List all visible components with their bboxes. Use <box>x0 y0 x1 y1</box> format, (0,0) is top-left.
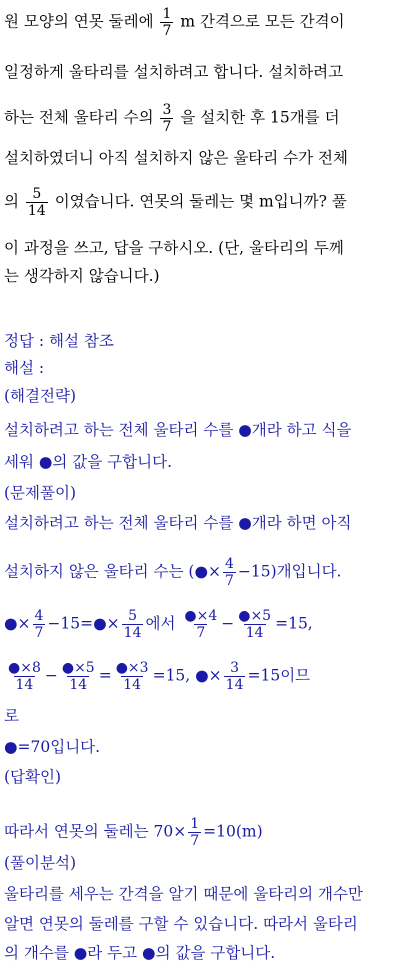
analysis-line-2: 알면 연못의 둘레를 구할 수 있습니다. 따라서 울타리 <box>4 915 358 933</box>
math-text: 따라서 연못의 둘레는 70× <box>4 822 187 841</box>
equation-line-2 <box>4 660 310 693</box>
fraction: $\frac{●\times 8}{14}$ <box>8 660 41 693</box>
problem-line-3 <box>4 102 340 135</box>
strategy-line-2: 세워 ●의 값을 구합니다. <box>4 453 172 471</box>
fraction: $\frac{●\times 3}{14}$ <box>115 660 149 693</box>
equation-line-1 <box>4 608 313 641</box>
fraction: $\frac{1}{7}$ <box>190 816 200 849</box>
math-text: =15이므 <box>247 666 311 685</box>
solving-line-1: 설치하려고 하는 전체 울타리 수를 ●개라 하면 아직 <box>4 514 352 532</box>
problem-line-1 <box>4 6 345 39</box>
equation-line-4: ●=70입니다. <box>4 738 101 756</box>
math-text: ●× <box>4 614 31 633</box>
explanation-label: 해설 : <box>4 359 45 377</box>
problem-line-6: 이 과정을 쓰고, 답을 구하시오. (단, 울타리의 두께 <box>4 239 344 257</box>
fraction: $\frac{●\times 5}{14}$ <box>238 608 272 641</box>
problem-line-5 <box>4 186 347 219</box>
problem-text: 을 설치한 후 15개를 더 <box>180 108 340 127</box>
heading-strategy: (해결전략) <box>4 387 76 405</box>
problem-text: m 간격으로 모든 간격이 <box>180 12 345 31</box>
strategy-line-1: 설치하려고 하는 전체 울타리 수를 ●개라 하고 식을 <box>4 421 352 439</box>
math-text: 에서 <box>145 614 176 633</box>
math-text: 설치하지 않은 울타리 수는 (●× <box>4 562 221 581</box>
fraction: $\frac{5}{14}$ <box>27 186 46 219</box>
math-text: =15, <box>275 614 313 633</box>
problem-line-2: 일정하게 울타리를 설치하려고 합니다. 설치하려고 <box>4 63 344 81</box>
fraction: $\frac{●\times 5}{14}$ <box>61 660 95 693</box>
solving-line-2 <box>4 556 341 589</box>
math-text: − <box>44 666 58 685</box>
fraction: $\frac{●\times 4}{7}$ <box>184 608 218 641</box>
equation-line-3: 로 <box>4 707 19 725</box>
heading-solving: (문제풀이) <box>4 484 76 502</box>
math-text: = <box>98 666 112 685</box>
problem-text: 하는 전체 울타리 수의 <box>4 108 154 127</box>
analysis-line-1: 울타리를 세우는 간격을 알기 때문에 울타리의 개수만 <box>4 885 363 903</box>
problem-text: 의 <box>4 192 19 211</box>
math-text: −15)개입니다. <box>237 562 342 581</box>
fraction: $\frac{4}{7}$ <box>34 608 44 641</box>
problem-line-7: 는 생각하지 않습니다.) <box>4 267 160 285</box>
fraction: $\frac{3}{7}$ <box>162 102 172 135</box>
fraction: $\frac{3}{14}$ <box>225 660 244 693</box>
check-line <box>4 816 263 849</box>
heading-check: (답확인) <box>4 768 62 786</box>
math-text: −15=●× <box>47 614 120 633</box>
math-text: =10(m) <box>203 822 263 841</box>
problem-text: 원 모양의 연못 둘레에 <box>4 12 154 31</box>
heading-analysis: (풀이분석) <box>4 854 76 872</box>
fraction: $\frac{5}{14}$ <box>123 608 142 641</box>
problem-text: 이였습니다. 연못의 둘레는 몇 m입니까? 풀 <box>54 192 347 211</box>
fraction: $\frac{1}{7}$ <box>162 6 172 39</box>
math-text: =15, ●× <box>152 666 222 685</box>
fraction: $\frac{4}{7}$ <box>224 556 234 589</box>
analysis-line-3: 의 개수를 ●라 두고 ●의 값을 구합니다. <box>4 944 276 962</box>
problem-line-4: 설치하였더니 아직 설치하지 않은 울타리 수가 전체 <box>4 149 348 167</box>
answer-line: 정답 : 해설 참조 <box>4 332 114 350</box>
math-text: − <box>221 614 235 633</box>
